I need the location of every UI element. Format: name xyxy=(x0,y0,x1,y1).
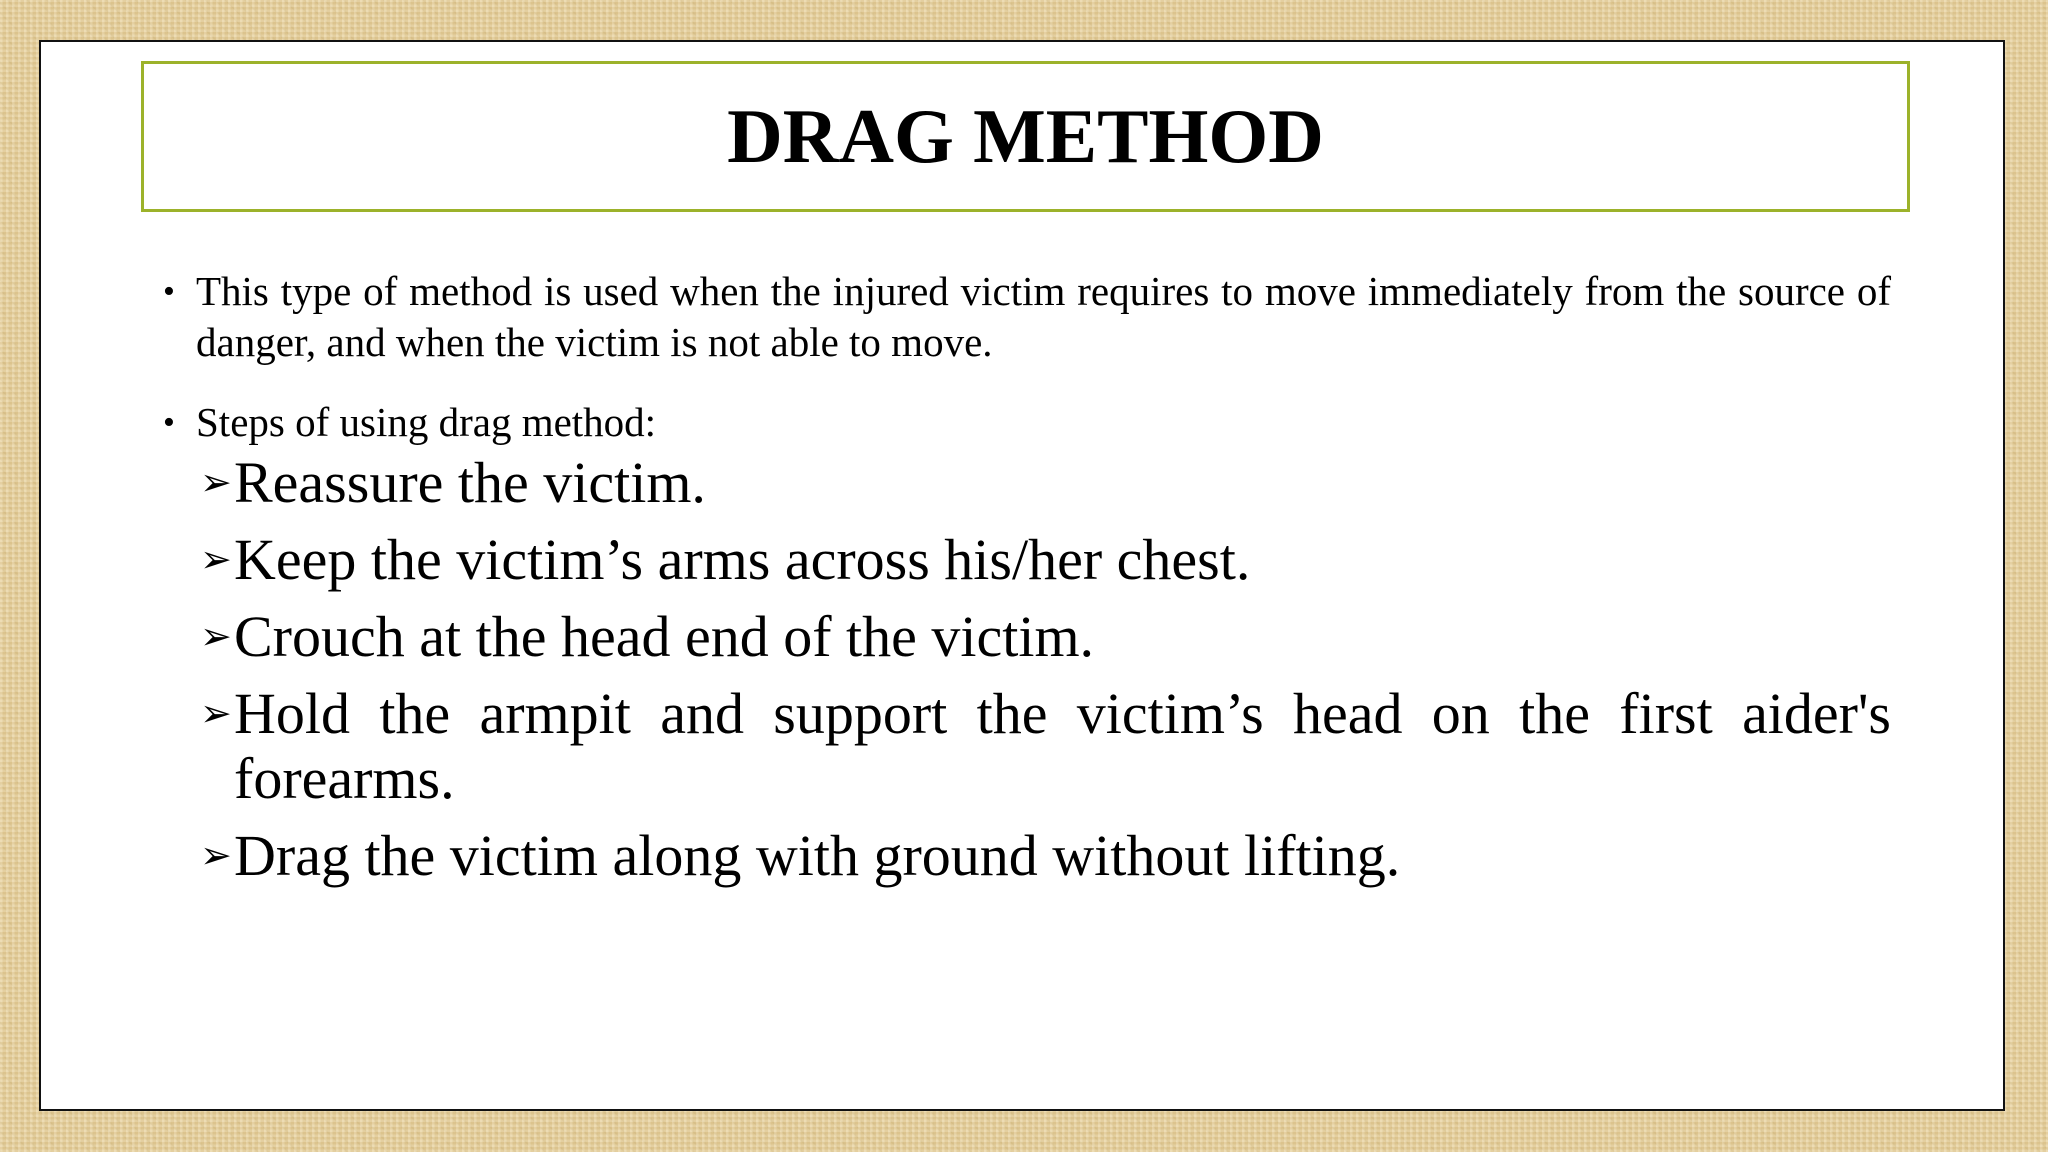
bullet-dot-icon: • xyxy=(163,273,175,310)
step-item xyxy=(196,604,1891,669)
bullet-description xyxy=(163,266,1891,368)
step-text: Hold the armpit and support the victim’s head on the first aider's forearms. xyxy=(234,681,1891,811)
slide-title: DRAG METHOD xyxy=(727,93,1324,179)
title-box xyxy=(141,61,1910,212)
step-item xyxy=(196,450,1891,515)
bullet-dot-icon: • xyxy=(163,404,175,441)
arrow-bullet-icon: ➢ xyxy=(200,691,232,735)
step-text: Keep the victim’s arms across his/her chest. xyxy=(234,527,1251,592)
arrow-bullet-icon: ➢ xyxy=(200,833,232,877)
step-text: Drag the victim along with ground without lifting. xyxy=(234,823,1401,888)
step-item xyxy=(196,527,1891,592)
arrow-bullet-icon: ➢ xyxy=(200,460,232,504)
step-item xyxy=(196,681,1891,811)
bullet-text: This type of method is used when the injured victim requires to move immediately from the source of danger, and when the victim is not able to move. xyxy=(196,268,1891,365)
step-text: Reassure the victim. xyxy=(234,450,706,515)
slide-content xyxy=(163,266,1891,888)
bullet-steps-heading xyxy=(163,397,1891,448)
step-item xyxy=(196,823,1891,888)
bullet-text: Steps of using drag method: xyxy=(196,399,657,445)
step-text: Crouch at the head end of the victim. xyxy=(234,604,1095,669)
steps-list xyxy=(163,450,1891,888)
arrow-bullet-icon: ➢ xyxy=(200,614,232,658)
arrow-bullet-icon: ➢ xyxy=(200,537,232,581)
slide xyxy=(39,40,2005,1111)
